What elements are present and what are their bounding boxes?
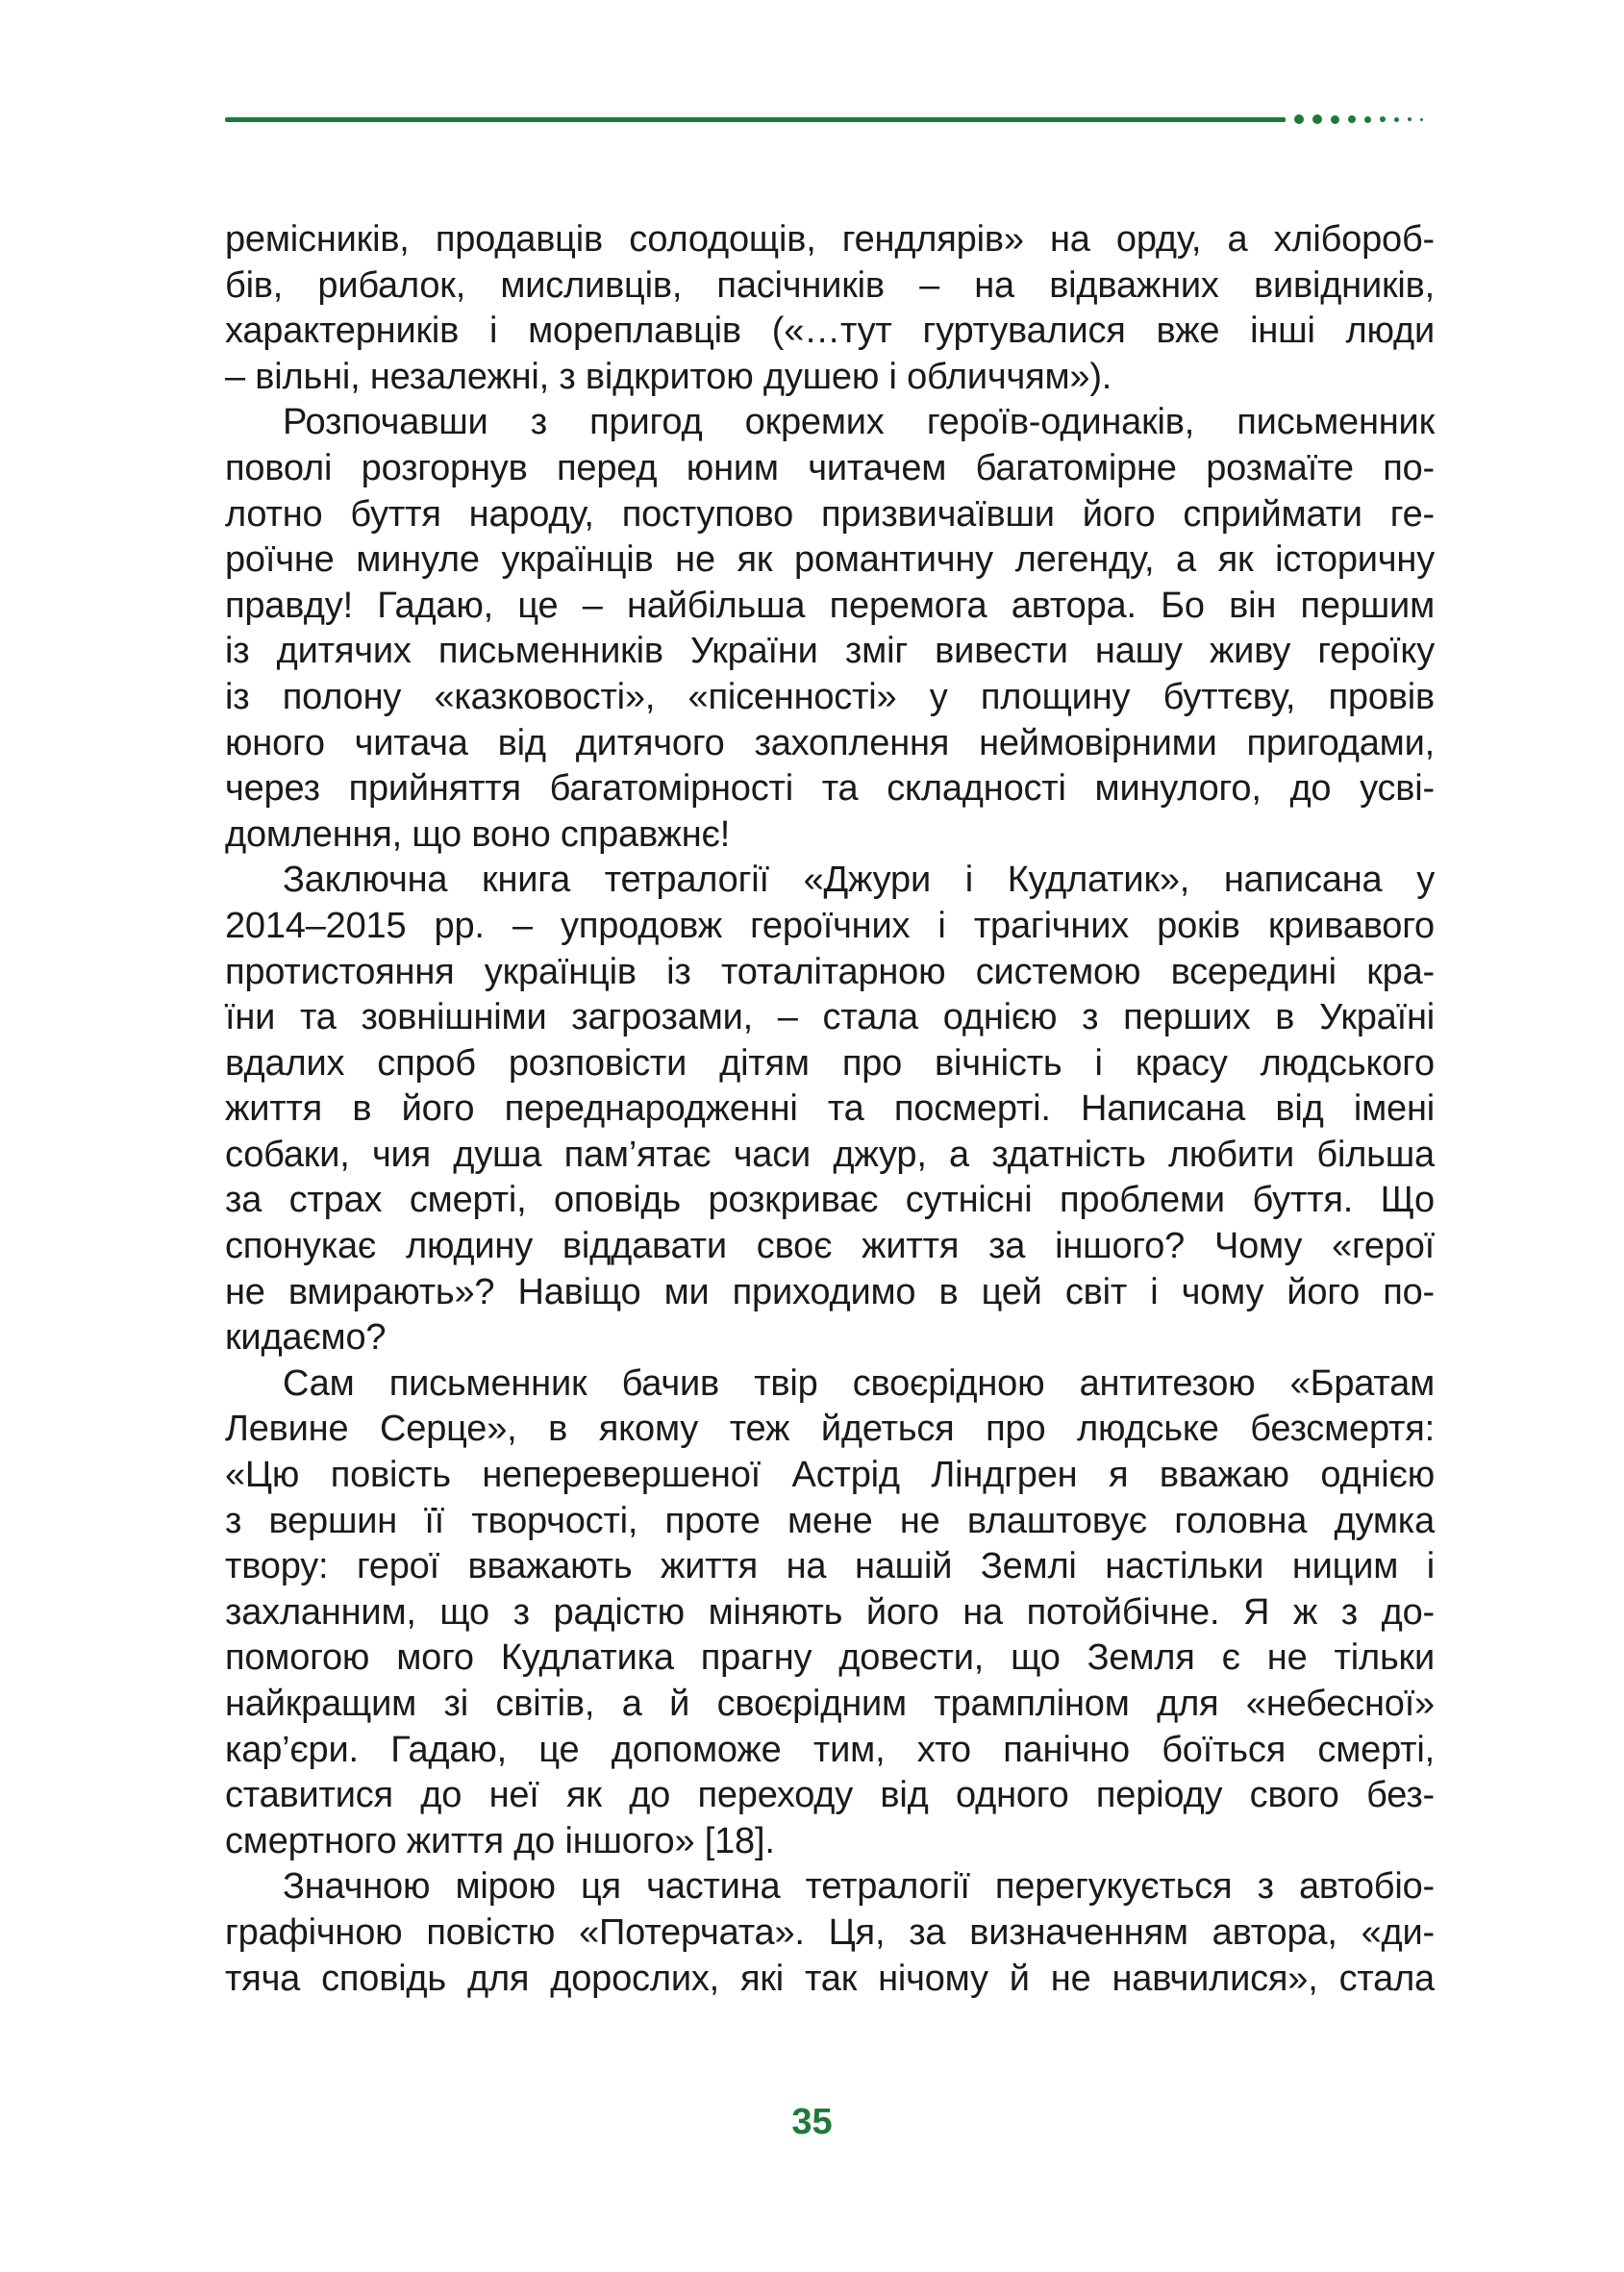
text-line: через прийняття багатомірності та складності минулого, до усві- [225, 768, 1435, 810]
text-line: поволі розгорнув перед юним читачем багатомірне розмаїте по- [225, 447, 1435, 488]
body-text [225, 217, 1435, 2002]
ornament-dot [1348, 115, 1356, 123]
text-line: помогою мого Кудлатика прагну довести, що Земля є не тільки [225, 1637, 1435, 1679]
ornament-dot [1380, 116, 1386, 122]
text-line: за страх смерті, оповідь розкриває сутнісні проблеми буття. Що [225, 1180, 1435, 1221]
text-line: – вільні, незалежні, з відкритою душею і обличчям»). [225, 356, 1112, 397]
text-line: захланним, що з радістю міняють його на потойбічне. Я ж з до- [225, 1591, 1435, 1633]
page-number: 35 [791, 2102, 833, 2142]
text-line: Сам письменник бачив твір своєрідною антитезою «Братам [283, 1362, 1435, 1404]
text-line: із дитячих письменників України зміг вивести нашу живу героїку [225, 631, 1435, 672]
text-line: не вмирають»? Навіщо ми приходимо в цей світ і чому його по- [225, 1271, 1435, 1312]
text-line: твору: герої вважають життя на нашій Землі настільки ницим і [225, 1546, 1435, 1587]
text-line: Левине Серце», в якому теж йдеться про людське безсмертя: [225, 1409, 1435, 1450]
text-line: ставитися до неї як до переходу від одного періоду свого без- [225, 1775, 1435, 1816]
text-line: роїчне минуле українців не як романтичну легенду, а як історичну [225, 539, 1435, 581]
text-line: спонукає людину віддавати своє життя за іншого? Чому «герої [225, 1226, 1435, 1267]
text-line: найкращим зі світів, а й своєрідним трампліном для «небесної» [225, 1684, 1435, 1724]
ornament-dot [1312, 114, 1322, 124]
header-dots-ornament [1294, 112, 1423, 127]
text-line: лотно буття народу, поступово призвичаївши його сприймати ге- [225, 493, 1435, 535]
text-line: ремісників, продавців солодощів, гендлярів» на орду, а хлібороб- [225, 219, 1435, 260]
ornament-dot [1294, 114, 1304, 124]
text-line: кар’єри. Гадаю, це допоможе тим, хто панічно боїться смерті, [225, 1729, 1435, 1770]
text-line: правду! Гадаю, це – найбільша перемога автора. Бо він першим [225, 585, 1435, 626]
ornament-dot [1408, 117, 1412, 121]
text-line: із полону «казковості», «пісенності» у площину буттєву, провів [225, 676, 1435, 717]
text-line: життя в його переднародженні та посмерті. Написана від імені [225, 1088, 1435, 1130]
text-line: «Цю повість неперевершеної Астрід Ліндгрен я вважаю однією [225, 1455, 1435, 1496]
text-line: домлення, що воно справжнє! [225, 813, 731, 855]
ornament-dot [1394, 117, 1399, 122]
text-line: кидаємо? [225, 1317, 387, 1359]
ornament-dot [1420, 118, 1423, 121]
text-line: Розпочавши з пригод окремих героїв-одинаків, письменник [283, 402, 1435, 443]
text-line: Заключна книга тетралогії «Джури і Кудлатик», написана у [283, 860, 1435, 901]
text-line: протистояння українців із тоталітарною системою всередині кра- [225, 951, 1435, 992]
text-line: Значною мірою ця частина тетралогії перегукується з автобіо- [283, 1866, 1435, 1908]
text-line: собаки, чия душа пам’ятає часи джур, а здатність любити більша [225, 1134, 1435, 1175]
text-line: тяча сповідь для дорослих, які так нічому й не навчилися», стала [225, 1958, 1435, 1999]
text-line: 2014–2015 рр. – упродовж героїчних і трагічних років кривавого [225, 905, 1435, 946]
text-line: графічною повістю «Потерчата». Ця, за визначенням автора, «ди- [225, 1911, 1435, 1953]
ornament-dot [1331, 115, 1339, 124]
ornament-dot [1364, 116, 1371, 123]
header-rule [225, 117, 1286, 122]
text-line: бів, рибалок, мисливців, пасічників – на відважних вивідників, [225, 264, 1435, 306]
text-line: з вершин її творчості, проте мене не влаштовує головна думка [225, 1500, 1435, 1541]
text-line: їни та зовнішніми загрозами, – стала однією з перших в Україні [225, 997, 1435, 1038]
text-line: юного читача від дитячого захоплення неймовірними пригодами, [225, 722, 1435, 763]
text-line: вдалих спроб розповісти дітям про вічність і красу людського [225, 1042, 1435, 1084]
text-line: смертного життя до іншого» [18]. [225, 1820, 775, 1861]
text-line: характерників і мореплавців («…тут гуртувалися вже інші люди [225, 311, 1435, 352]
